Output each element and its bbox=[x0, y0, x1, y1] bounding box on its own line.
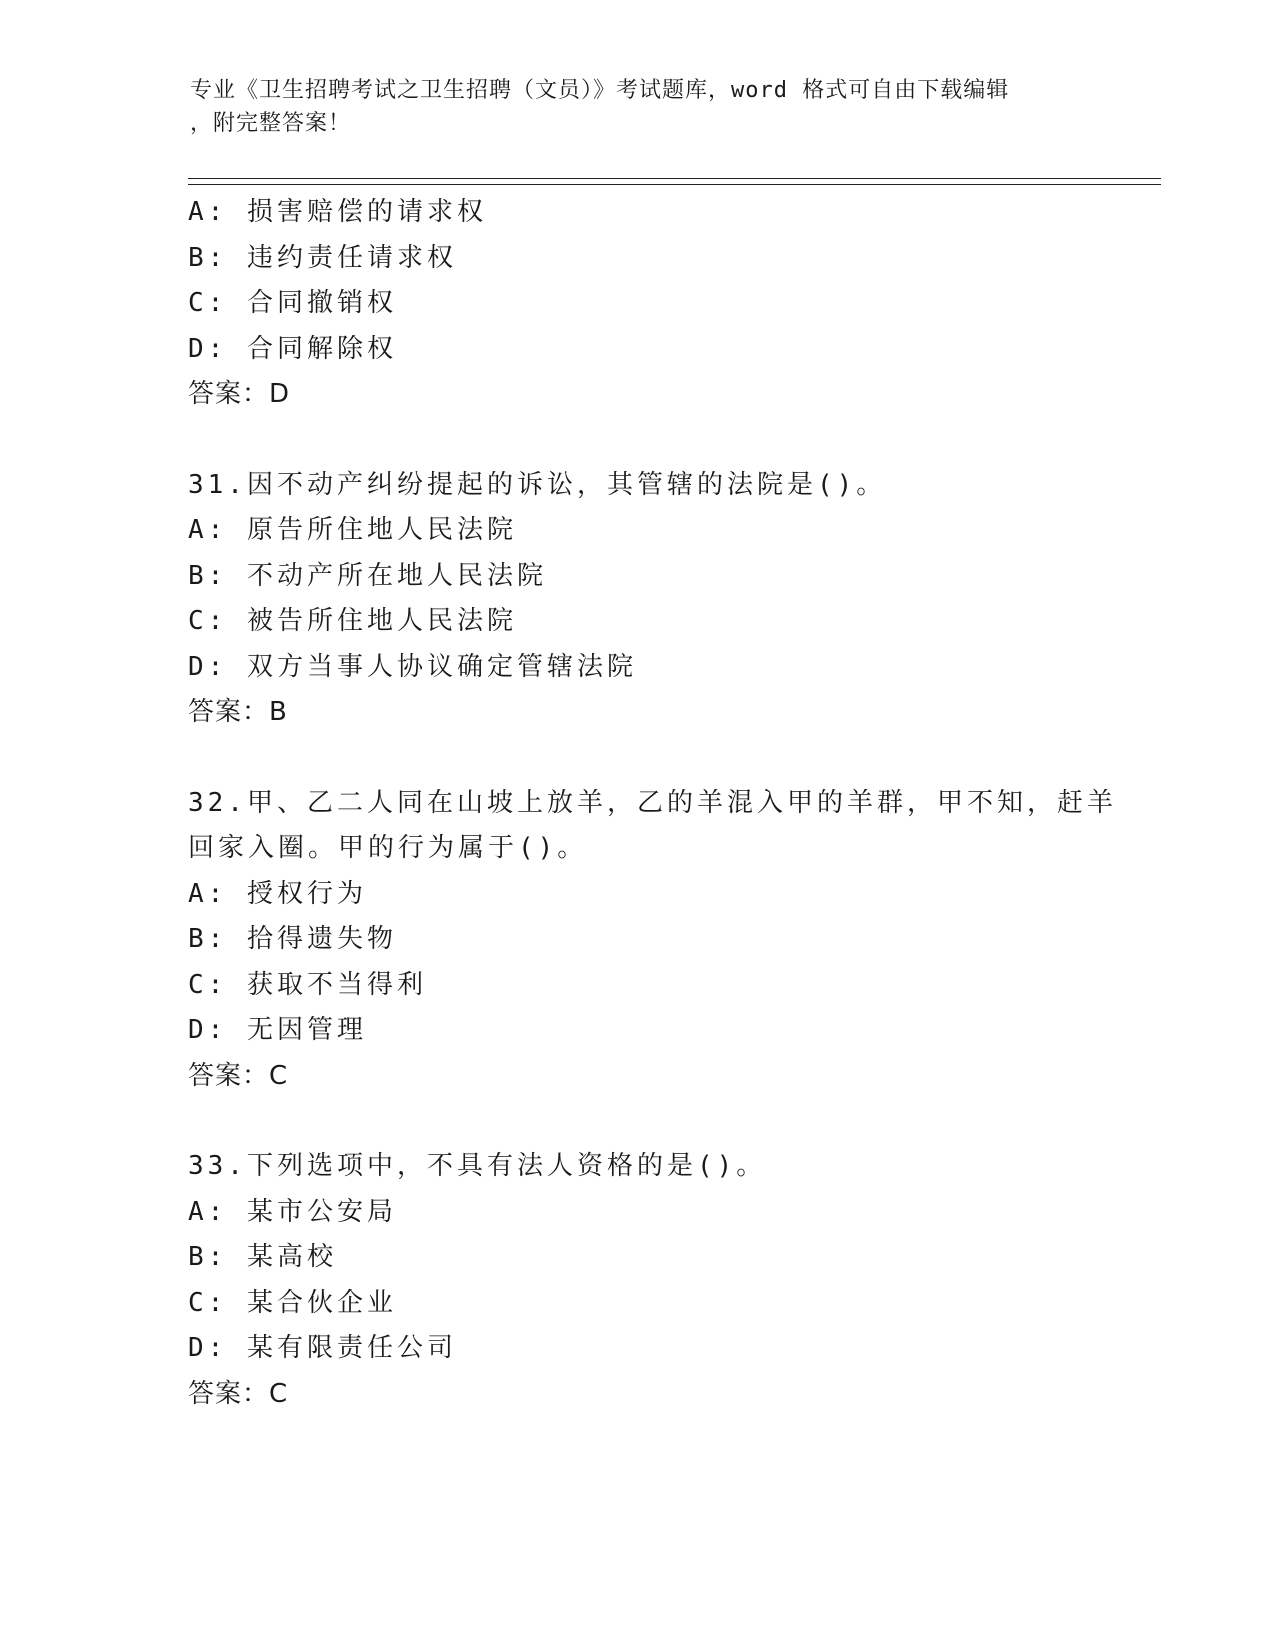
answer-line: 答案：D bbox=[188, 379, 291, 409]
option-a: A: 损害赔偿的请求权 bbox=[188, 197, 487, 227]
spacer bbox=[188, 736, 1088, 781]
spacer bbox=[188, 1099, 1088, 1144]
answer-line: 答案：C bbox=[188, 1378, 289, 1409]
question-text-line-1: 32.甲、乙二人同在山坡上放羊，乙的羊混入甲的羊群，甲不知，赶羊 bbox=[188, 787, 1117, 818]
question-text: 33.下列选项中，不具有法人资格的是()。 bbox=[188, 1151, 767, 1181]
answer-line: 答案：B bbox=[188, 697, 288, 727]
answer-line: 答案：C bbox=[188, 1060, 289, 1091]
question-30 bbox=[188, 190, 1088, 418]
option-a: A: 某市公安局 bbox=[188, 1196, 397, 1227]
option-c: C: 某合伙企业 bbox=[188, 1287, 397, 1318]
option-d: D: 合同解除权 bbox=[188, 333, 397, 364]
option-a: A: 授权行为 bbox=[188, 878, 367, 909]
option-c: C: 合同撤销权 bbox=[188, 288, 397, 318]
header-line-2: ，附完整答案！ bbox=[190, 111, 352, 136]
question-text: 31.因不动产纠纷提起的诉讼，其管辖的法院是()。 bbox=[188, 469, 887, 500]
option-b: B: 某高校 bbox=[188, 1242, 337, 1272]
option-d: D: 某有限责任公司 bbox=[188, 1333, 457, 1363]
option-a: A: 原告所住地人民法院 bbox=[188, 515, 517, 545]
option-b: B: 不动产所在地人民法院 bbox=[188, 560, 547, 591]
question-32 bbox=[188, 781, 1117, 1100]
question-text-line-2: 回家入圈。甲的行为属于()。 bbox=[188, 833, 588, 863]
header-line-1: 专业《卫生招聘考试之卫生招聘（文员）》考试题库，word 格式可自由下载编辑 bbox=[190, 78, 1010, 103]
question-33 bbox=[188, 1144, 1088, 1417]
document-header bbox=[190, 74, 1070, 140]
question-list bbox=[188, 190, 1117, 1417]
option-c: C: 被告所住地人民法院 bbox=[188, 606, 517, 636]
option-b: B: 违约责任请求权 bbox=[188, 242, 457, 273]
option-b: B: 拾得遗失物 bbox=[188, 924, 397, 954]
option-c: C: 获取不当得利 bbox=[188, 969, 427, 1000]
spacer bbox=[188, 418, 1088, 463]
option-d: D: 双方当事人协议确定管辖法院 bbox=[188, 651, 637, 682]
question-31 bbox=[188, 463, 1088, 736]
option-d: D: 无因管理 bbox=[188, 1015, 367, 1045]
header-divider bbox=[188, 178, 1161, 185]
